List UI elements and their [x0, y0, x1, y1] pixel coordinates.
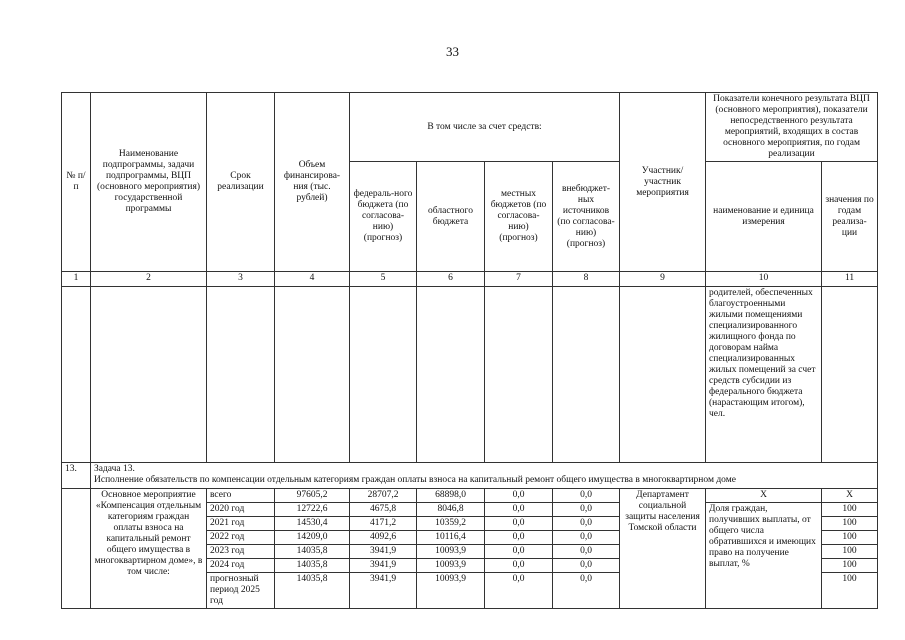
column-number: 3 [207, 272, 275, 287]
header-term: Срок реализации [207, 93, 275, 272]
column-numbers-row [62, 272, 878, 287]
header-extra: внебюджет-ных источников (по согласова-нию) (прогноз) [553, 162, 620, 272]
column-number: 8 [553, 272, 620, 287]
federal-cell: 3941,9 [350, 545, 417, 559]
column-number: 10 [706, 272, 822, 287]
volume-cell: 97605,2 [275, 489, 350, 503]
federal-cell: 4171,2 [350, 517, 417, 531]
program-table [61, 92, 878, 609]
federal-cell: 3941,9 [350, 559, 417, 573]
regional-cell: 10116,4 [417, 531, 485, 545]
local-cell: 0,0 [485, 517, 553, 531]
header-indicator-values: значения по годам реализа-ции [822, 162, 878, 272]
header-participant: Участник/ участник мероприятия [620, 93, 706, 272]
header-local: местных бюджетов (по согласова-нию) (прогноз) [485, 162, 553, 272]
federal-cell: 3941,9 [350, 573, 417, 609]
indicator-value: 100 [822, 531, 878, 545]
period-cell: 2021 год [207, 517, 275, 531]
volume-cell: 14035,8 [275, 545, 350, 559]
header-indicator-name: наименование и единица измерения [706, 162, 822, 272]
header-regional: областного бюджета [417, 162, 485, 272]
volume-cell: 14035,8 [275, 559, 350, 573]
regional-cell: 68898,0 [417, 489, 485, 503]
indicator-value: 100 [822, 573, 878, 609]
task-cell [91, 463, 878, 489]
task-description: Исполнение обязательств по компенсации отдельным категориям граждан оплаты взноса на капитальный ремонт общего имущества в многоквартирном доме [94, 475, 736, 485]
period-cell: всего [207, 489, 275, 503]
column-number: 4 [275, 272, 350, 287]
column-number: 7 [485, 272, 553, 287]
regional-cell: 10093,9 [417, 573, 485, 609]
task-title: Задача 13. [94, 464, 135, 474]
header-name: Наименование подпрограммы, задачи подпрограммы, ВЦП (основного мероприятия) государственной программы [91, 93, 207, 272]
local-cell: 0,0 [485, 489, 553, 503]
period-cell: 2024 год [207, 559, 275, 573]
header-indicators: Показатели конечного результата ВЦП (основного мероприятия), показатели непосредственного результата мероприятий, входящих в состав основного мероприятия, по годам реализации [706, 93, 878, 162]
column-number: 2 [91, 272, 207, 287]
column-number: 1 [62, 272, 91, 287]
indicator-value: 100 [822, 517, 878, 531]
continuation-indicator-text: родителей, обеспеченных благоустроенными жилыми помещениями специализированного жилищного фонда по договорам найма специализированных жилых помещений за счет средств субсидии из федерального бюджета (нарастающим итогом), чел. [706, 287, 822, 463]
period-cell: 2020 год [207, 503, 275, 517]
extra-cell: 0,0 [553, 531, 620, 545]
volume-cell: 12722,6 [275, 503, 350, 517]
period-cell: 2022 год [207, 531, 275, 545]
local-cell: 0,0 [485, 559, 553, 573]
header-federal: федераль-ного бюджета (по согласова-нию) (прогноз) [350, 162, 417, 272]
participant-cell: Департамент социальной защиты населения Томской области [620, 489, 706, 609]
indicator-value: 100 [822, 559, 878, 573]
indicator-value: 100 [822, 503, 878, 517]
local-cell: 0,0 [485, 573, 553, 609]
local-cell: 0,0 [485, 531, 553, 545]
header-no: № п/п [62, 93, 91, 272]
extra-cell: 0,0 [553, 559, 620, 573]
extra-cell: 0,0 [553, 503, 620, 517]
indicator-x-name: Х [706, 489, 822, 503]
main-event-name: Основное мероприятие «Компенсация отдельным категориям граждан оплаты взноса на капитальный ремонт общего имущества в многоквартирном доме», в том числе: [91, 489, 207, 609]
extra-cell: 0,0 [553, 545, 620, 559]
volume-cell: 14530,4 [275, 517, 350, 531]
event-no-cell [62, 489, 91, 609]
header-volume: Объем финансирова-ния (тыс. рублей) [275, 93, 350, 272]
period-cell: 2023 год [207, 545, 275, 559]
regional-cell: 10093,9 [417, 559, 485, 573]
period-cell: прогнозный период 2025 год [207, 573, 275, 609]
extra-cell: 0,0 [553, 573, 620, 609]
header-including: В том числе за счет средств: [350, 93, 620, 162]
extra-cell: 0,0 [553, 517, 620, 531]
column-number: 9 [620, 272, 706, 287]
volume-cell: 14035,8 [275, 573, 350, 609]
indicator-x-value: Х [822, 489, 878, 503]
column-number: 5 [350, 272, 417, 287]
indicator-name: Доля граждан, получивших выплаты, от общего числа обратившихся и имеющих право на получение выплат, % [706, 503, 822, 609]
federal-cell: 4092,6 [350, 531, 417, 545]
federal-cell: 28707,2 [350, 489, 417, 503]
continuation-row [62, 287, 878, 463]
indicator-value: 100 [822, 545, 878, 559]
task-row [62, 463, 878, 489]
regional-cell: 10093,9 [417, 545, 485, 559]
column-number: 6 [417, 272, 485, 287]
page-number: 33 [446, 44, 459, 59]
local-cell: 0,0 [485, 503, 553, 517]
table-row [62, 489, 878, 503]
regional-cell: 8046,8 [417, 503, 485, 517]
local-cell: 0,0 [485, 545, 553, 559]
federal-cell: 4675,8 [350, 503, 417, 517]
regional-cell: 10359,2 [417, 517, 485, 531]
column-number: 11 [822, 272, 878, 287]
task-number: 13. [62, 463, 91, 489]
volume-cell: 14209,0 [275, 531, 350, 545]
extra-cell: 0,0 [553, 489, 620, 503]
